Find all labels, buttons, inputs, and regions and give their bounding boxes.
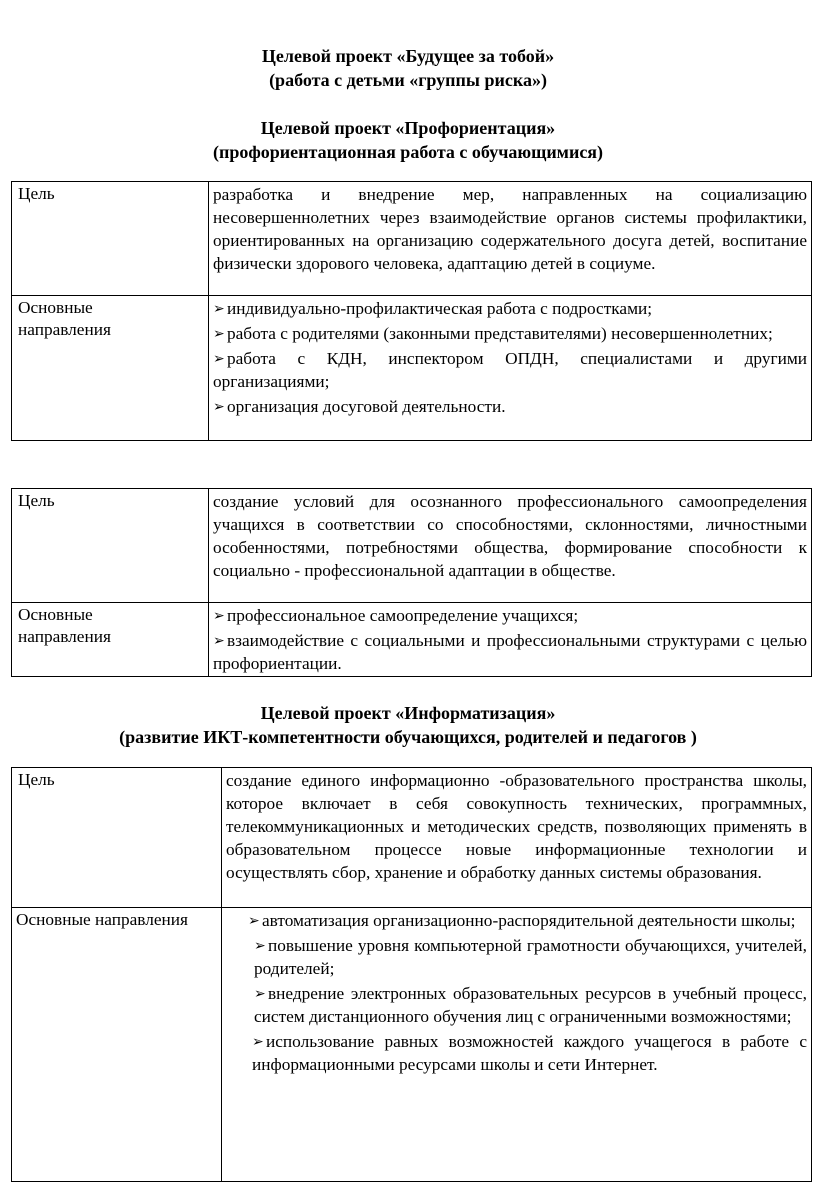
directions-list — [209, 603, 812, 677]
arrow-bullet-icon: ➢ — [213, 351, 225, 367]
directions-list — [222, 908, 812, 1182]
project-title-it: Целевой проект «Информатизация» — [260, 703, 556, 723]
goal-label: Цель — [12, 182, 209, 296]
directions-row — [12, 296, 812, 441]
goal-row — [12, 489, 812, 603]
directions-label: Основные направления — [12, 296, 209, 441]
arrow-bullet-icon: ➢ — [213, 326, 225, 342]
project-subtitle-career: (профориентационная работа с обучающимися) — [212, 142, 604, 162]
list-item: ➢ профессиональное самоопределение учащихся; — [213, 606, 579, 625]
arrow-bullet-icon: ➢ — [213, 399, 225, 415]
goal-text: разработка и внедрение мер, направленных на социализацию несовершеннолетних через взаимодействие органов системы профилактики, ориентированных на организацию содержательного досуга детей, воспитание физически здорового человека, адаптацию детей в социуме. — [209, 182, 812, 296]
list-item: ➢ индивидуально-профилактическая работа с подростками; — [213, 299, 653, 318]
project-title-future: Целевой проект «Будущее за тобой» — [261, 46, 555, 66]
arrow-bullet-icon: ➢ — [252, 1034, 264, 1050]
arrow-bullet-icon: ➢ — [213, 633, 225, 649]
goal-text: создание условий для осознанного профессионального самоопределения учащихся в соответствии со способностями, склонностями, личностными особенностями, потребностями общества, формирование способности к социально - профессиональной адаптации в обществе. — [209, 489, 812, 603]
goal-row — [12, 182, 812, 296]
project-table-it — [11, 767, 812, 1182]
list-item: ➢ повышение уровня компьютерной грамотности обучающихся, учителей, родителей; — [254, 936, 807, 978]
arrow-bullet-icon: ➢ — [254, 938, 266, 954]
directions-label: Основные направления — [12, 908, 222, 1182]
project-subtitle-future: (работа с детьми «группы риска») — [269, 70, 547, 90]
arrow-bullet-icon: ➢ — [213, 608, 225, 624]
goal-label: Цель — [12, 489, 209, 603]
list-item: ➢ автоматизация организационно-распорядительной деятельности школы; — [248, 911, 796, 930]
directions-label: Основные направления — [12, 603, 209, 677]
list-item: ➢ работа с родителями (законными представителями) несовершеннолетних; — [213, 324, 773, 343]
list-item: ➢ организация досуговой деятельности. — [213, 397, 506, 416]
directions-row — [12, 603, 812, 677]
list-item: ➢ взаимодействие с социальными и профессиональными структурами с целью профориентации. — [213, 631, 807, 673]
goal-text: создание единого информационно -образовательного пространства школы, которое включает в себя совокупность технических, программных, телекоммуникационных и методических средств, позволяющих применять в образовательном процессе новые информационные технологии и осуществлять сбор, хранение и обработку данных системы образования. — [222, 768, 812, 908]
project-table-future — [11, 181, 812, 441]
arrow-bullet-icon: ➢ — [254, 986, 266, 1002]
project-subtitle-it: (развитие ИКТ-компетентности обучающихся, родителей и педагогов ) — [119, 727, 697, 747]
list-item: ➢ работа с КДН, инспектором ОПДН, специалистами и другими организациями; — [213, 349, 807, 391]
directions-row — [12, 908, 812, 1182]
directions-list — [209, 296, 812, 441]
arrow-bullet-icon: ➢ — [213, 301, 225, 317]
list-item: ➢ внедрение электронных образовательных ресурсов в учебный процесс, систем дистанционного обучения лиц с ограниченными возможностями; — [254, 984, 807, 1026]
goal-row — [12, 768, 812, 908]
goal-label: Цель — [12, 768, 222, 908]
list-item: ➢ использование равных возможностей каждого учащегося в работе с информационными ресурсами школы и сети Интернет. — [252, 1032, 807, 1074]
project-table-career — [11, 488, 812, 677]
project-title-career: Целевой проект «Профориентация» — [260, 118, 556, 138]
arrow-bullet-icon: ➢ — [248, 913, 260, 929]
